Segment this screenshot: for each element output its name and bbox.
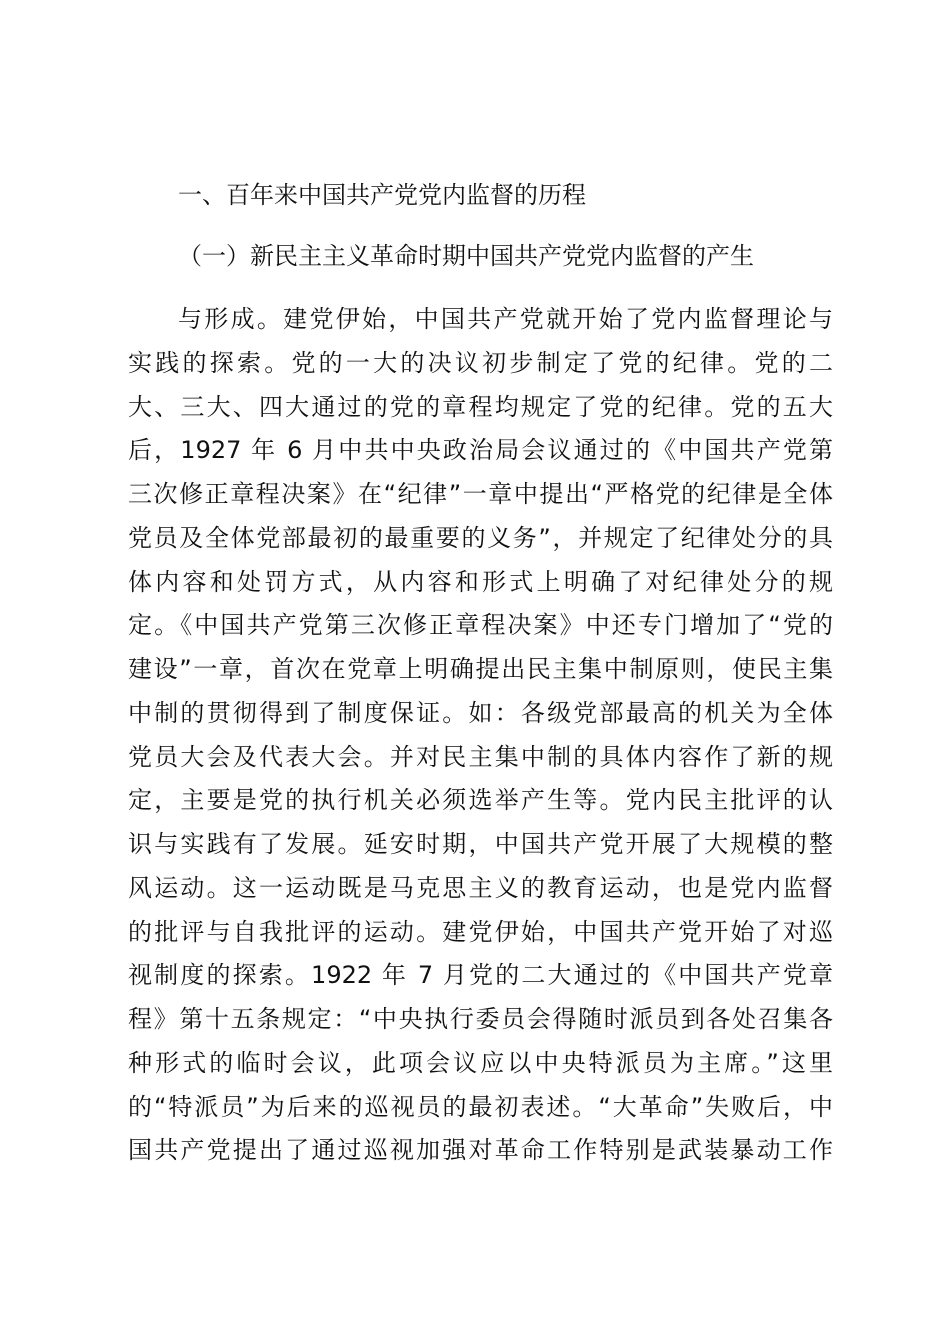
- paragraph-line: 程》第十五条规定：“中央执行委员会得随时派员到各处召集各: [128, 1005, 833, 1033]
- paragraph-line: 定。《中国共产党第三次修正章程决案》中还专门增加了“党的: [128, 611, 833, 640]
- paragraph-line: 与形成。建党伊始，中国共产党就开始了党内监督理论与: [178, 305, 833, 333]
- paragraph-line: 体内容和处罚方式，从内容和形式上明确了对纪律处分的规: [128, 567, 833, 596]
- paragraph-line: 中制的贯彻得到了制度保证。如：各级党部最高的机关为全体: [128, 698, 833, 727]
- paragraph-line: 建设”一章，首次在党章上明确提出民主集中制原则，使民主集: [128, 655, 833, 683]
- section-heading: 一、百年来中国共产党党内监督的历程: [178, 181, 586, 209]
- paragraph-line: 的批评与自我批评的运动。建党伊始，中国共产党开始了对巡: [128, 917, 833, 946]
- paragraph-line: 风运动。这一运动既是马克思主义的教育运动，也是党内监督: [128, 873, 833, 902]
- paragraph-line: 识与实践有了发展。延安时期，中国共产党开展了大规模的整: [128, 830, 833, 858]
- paragraph-line: 党员大会及代表大会。并对民主集中制的具体内容作了新的规: [128, 742, 833, 771]
- paragraph-line: 的“特派员”为后来的巡视员的最初表述。“大革命”失败后，中: [128, 1092, 833, 1121]
- paragraph-line: 种形式的临时会议，此项会议应以中央特派员为主席。”这里: [128, 1048, 833, 1077]
- paragraph-line: 视制度的探索。1922 年 7 月党的二大通过的《中国共产党章: [128, 961, 833, 990]
- body-paragraph: [128, 298, 833, 1173]
- paragraph-line: 国共产党提出了通过巡视加强对革命工作特别是武装暴动工作: [128, 1136, 833, 1165]
- paragraph-line: 实践的探索。党的一大的决议初步制定了党的纪律。党的二: [128, 348, 833, 377]
- paragraph-line: 党员及全体党部最初的最重要的义务”，并规定了纪律处分的具: [128, 523, 833, 552]
- subsection-heading: （一）新民主主义革命时期中国共产党党内监督的产生: [178, 242, 754, 270]
- paragraph-line: 定，主要是党的执行机关必须选举产生等。党内民主批评的认: [128, 786, 833, 815]
- paragraph-line: 大、三大、四大通过的党的章程均规定了党的纪律。党的五大: [128, 392, 833, 421]
- paragraph-line: 三次修正章程决案》在“纪律”一章中提出“严格党的纪律是全体: [128, 480, 833, 508]
- paragraph-line: 后，1927 年 6 月中共中央政治局会议通过的《中国共产党第: [128, 436, 833, 465]
